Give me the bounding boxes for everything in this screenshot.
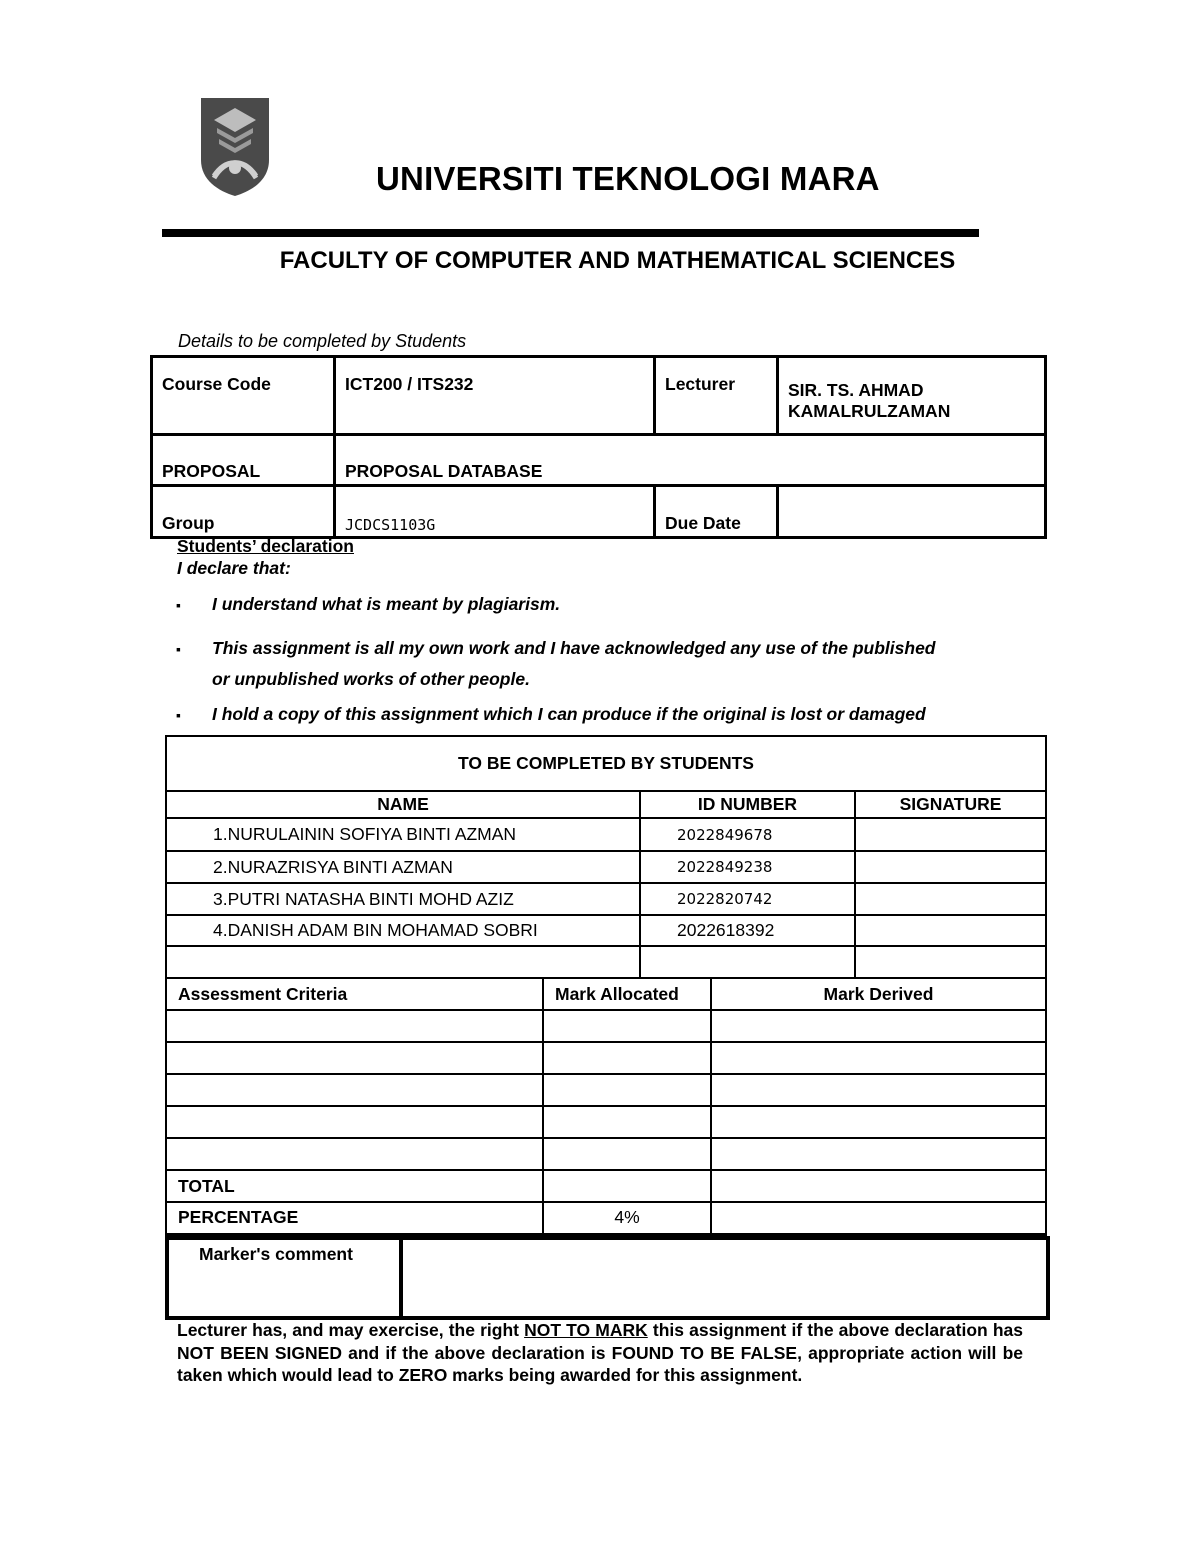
student-signature [855,883,1046,915]
students-table-title: TO BE COMPLETED BY STUDENTS [166,736,1046,791]
allocated-cell [543,1010,711,1042]
marker-comment-box [401,1238,1048,1318]
header-divider [162,229,979,237]
student-signature [855,946,1046,978]
criteria-row [166,1042,1046,1074]
student-name: 1.NURULAININ SOFIYA BINTI AZMAN [166,818,640,851]
student-signature [855,818,1046,851]
bullet-icon: ▪ [176,707,181,723]
student-name [166,946,640,978]
student-name: 3.PUTRI NATASHA BINTI MOHD AZIZ [166,883,640,915]
footer-notice [177,1319,1023,1387]
declaration-title: Students’ declaration [177,536,354,556]
student-row [166,818,1046,851]
criteria-row [166,1074,1046,1106]
group-value: JCDCS1103G [335,486,655,538]
criteria-cell [166,1042,543,1074]
declaration-item-3: I hold a copy of this assignment which I can produce if the original is lost or damaged [212,704,926,724]
university-name: UNIVERSITI TEKNOLOGI MARA [376,160,880,197]
criteria-row [166,1138,1046,1170]
allocated-cell [543,1042,711,1074]
course-code-label: Course Code [152,357,335,435]
total-derived [711,1170,1046,1202]
declaration-item-2-line-2: or unpublished works of other people. [212,669,530,689]
student-signature [855,851,1046,883]
total-allocated [543,1170,711,1202]
derived-cell [711,1138,1046,1170]
criteria-row [166,1106,1046,1138]
students-table [165,735,1047,979]
declaration-item-2-line-1: This assignment is all my own work and I have acknowledged any use of the published [212,638,936,658]
derived-cell [711,1074,1046,1106]
marker-comment-label: Marker's comment [167,1238,401,1318]
allocated-cell [543,1106,711,1138]
total-label: TOTAL [166,1170,543,1202]
student-row [166,915,1046,946]
bullet-icon: ▪ [176,597,181,613]
student-id: 2022849678 [640,818,855,851]
lecturer-label: Lecturer [655,357,778,435]
derived-cell [711,1106,1046,1138]
student-row [166,851,1046,883]
criteria-cell [166,1074,543,1106]
derived-cell [711,1042,1046,1074]
column-header-signature: SIGNATURE [855,791,1046,818]
percentage-allocated: 4% [543,1202,711,1234]
percentage-derived [711,1202,1046,1234]
footer-text-part1: Lecturer has, and may exercise, the right [177,1320,525,1340]
marker-comment-table [165,1236,1050,1320]
uitm-crest-logo-icon [200,98,270,196]
declaration-intro: I declare that: [177,558,291,578]
group-label: Group [152,486,335,538]
criteria-cell [166,1010,543,1042]
column-header-name: NAME [166,791,640,818]
due-date-value [778,486,1046,538]
criteria-row [166,1010,1046,1042]
student-name: 4.DANISH ADAM BIN MOHAMAD SOBRI [166,915,640,946]
criteria-cell [166,1106,543,1138]
column-header-allocated: Mark Allocated [543,978,711,1010]
student-id: 2022849238 [640,851,855,883]
faculty-title: FACULTY OF COMPUTER AND MATHEMATICAL SCIENCES [279,247,956,274]
percentage-label: PERCENTAGE [166,1202,543,1234]
student-id: 2022820742 [640,883,855,915]
column-header-derived: Mark Derived [711,978,1046,1010]
proposal-label: PROPOSAL [152,435,335,486]
student-id: 2022618392 [640,915,855,946]
student-id [640,946,855,978]
proposal-value: PROPOSAL DATABASE [335,435,1046,486]
assessment-table [165,977,1047,1236]
column-header-criteria: Assessment Criteria [166,978,543,1010]
total-row [166,1170,1046,1202]
footer-text-part2: this assignment if the above declaration has NOT BEEN SIGNED and if the above declaration is FOUND TO BE FALSE, appropriate action will be taken which would lead to ZERO marks being awarded for this assignment. [177,1320,1024,1386]
column-header-id: ID NUMBER [640,791,855,818]
details-note: Details to be completed by Students [178,331,467,351]
derived-cell [711,1010,1046,1042]
student-row [166,883,1046,915]
lecturer-name-line2: KAMALRULZAMAN [788,401,951,421]
student-name: 2.NURAZRISYA BINTI AZMAN [166,851,640,883]
criteria-cell [166,1138,543,1170]
bullet-icon: ▪ [176,641,181,657]
student-row-empty [166,946,1046,978]
allocated-cell [543,1138,711,1170]
declaration-item-1: I understand what is meant by plagiarism. [212,594,561,614]
due-date-label: Due Date [655,486,778,538]
course-code-value: ICT200 / ITS232 [335,357,655,435]
course-info-table [150,355,1047,539]
footer-not-to-mark: NOT TO MARK [524,1320,648,1340]
student-signature [855,915,1046,946]
allocated-cell [543,1074,711,1106]
lecturer-name-line1: SIR. TS. AHMAD [788,380,924,400]
percentage-row [166,1202,1046,1234]
lecturer-value [778,357,1046,435]
